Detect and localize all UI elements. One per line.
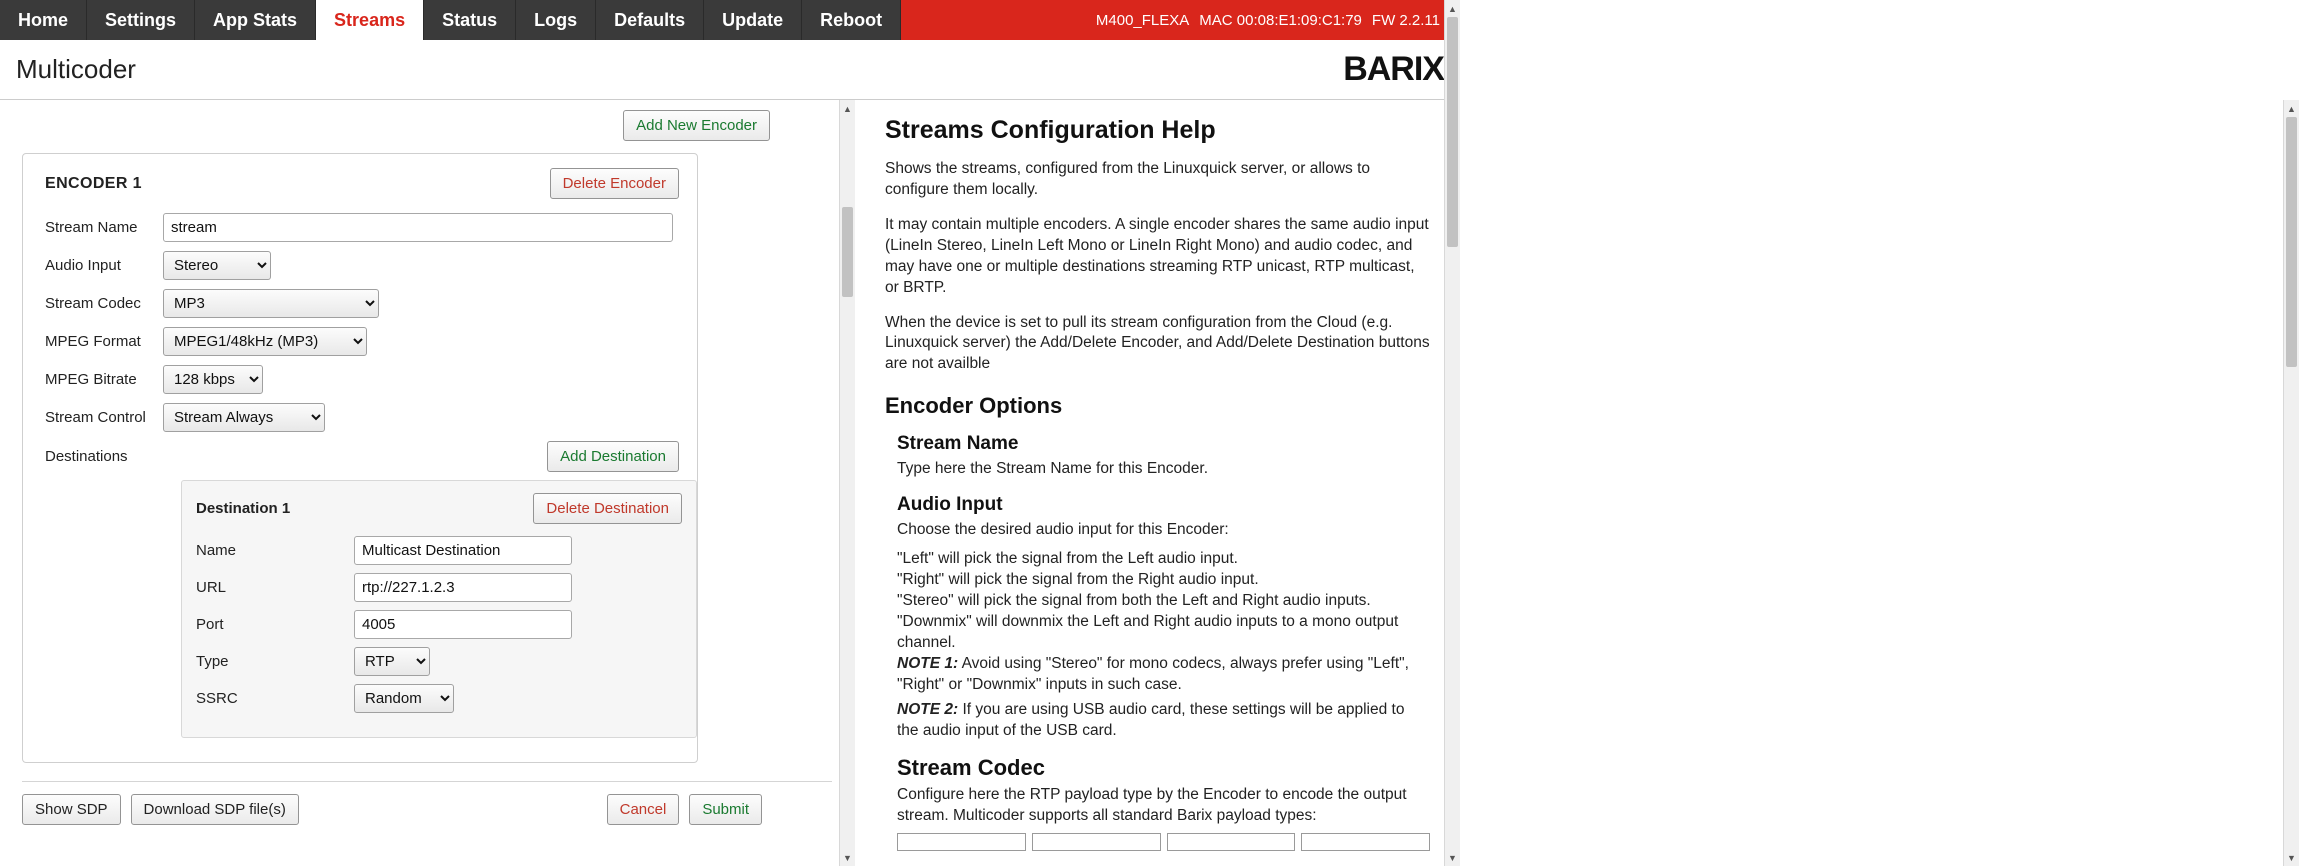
destination-name-row: [196, 536, 682, 565]
help-stream-codec-text: Configure here the RTP payload type by the Encoder to encode the output stream. Multicoder supports all standard Barix payload types:: [897, 786, 1407, 825]
codec-box-4: [1301, 833, 1430, 851]
device-mac: MAC 00:08:E1:09:C1:79: [1199, 11, 1362, 29]
stream-control-select[interactable]: [163, 403, 325, 432]
help-audio-input-heading: Audio Input: [897, 494, 1003, 516]
nav-item-settings[interactable]: Settings: [87, 0, 195, 40]
destination-url-label: URL: [196, 579, 227, 596]
codec-box-3: [1167, 833, 1296, 851]
stream-codec-row: [41, 289, 679, 318]
help-pane-scrollbar[interactable]: [2283, 100, 2299, 866]
destination-url-input[interactable]: [354, 573, 572, 602]
help-intro-1: Shows the streams, configured from the Linuxquick server, or allows to configure them locally.: [885, 160, 1371, 198]
footer-left-group: [22, 794, 299, 825]
footer-right-group: [607, 794, 762, 825]
nav-item-app-stats[interactable]: App Stats: [195, 0, 316, 40]
help-audio-line-right: "Right" will pick the signal from the Right audio input.: [897, 571, 1259, 589]
stream-control-label: Stream Control: [45, 409, 146, 426]
nav-item-streams[interactable]: Streams: [316, 0, 424, 40]
add-destination-button[interactable]: Add Destination: [547, 441, 679, 472]
stream-codec-select[interactable]: [163, 289, 379, 318]
help-scroll-track[interactable]: [2284, 117, 2299, 849]
left-pane-scrollbar[interactable]: [839, 100, 855, 866]
help-scroll-down-icon[interactable]: ▼: [2287, 852, 2296, 863]
footer-actions: [14, 782, 840, 825]
destination-name-input[interactable]: [354, 536, 572, 565]
destinations-label: Destinations: [45, 448, 128, 465]
help-intro-3: When the device is set to pull its stream configuration from the Cloud (e.g. Linuxquick server) the Add/Delete Encoder, and Add/Delete Destination buttons are not availble: [885, 313, 1430, 373]
cancel-button[interactable]: Cancel: [607, 794, 680, 825]
encoder-header: [41, 168, 679, 199]
stream-codec-label: Stream Codec: [45, 295, 141, 312]
mpeg-bitrate-row: [41, 365, 679, 394]
help-audio-input-text: Choose the desired audio input for this Encoder:: [897, 521, 1229, 539]
mpeg-format-label: MPEG Format: [45, 333, 141, 350]
audio-input-select[interactable]: [163, 251, 271, 280]
destination-port-label: Port: [196, 616, 224, 633]
add-new-encoder-button[interactable]: Add New Encoder: [623, 110, 770, 141]
nav-item-update[interactable]: Update: [704, 0, 802, 40]
top-navigation: [0, 0, 1460, 40]
stream-name-input[interactable]: [163, 213, 673, 242]
encoder-card: [22, 153, 698, 763]
help-audio-line-stereo: "Stereo" will pick the signal from both the Left and Right audio inputs.: [897, 591, 1371, 609]
streams-config-pane: [0, 100, 855, 866]
nav-item-status[interactable]: Status: [424, 0, 516, 40]
help-note-1-label: NOTE 1:: [897, 654, 959, 672]
device-firmware: FW 2.2.11: [1371, 11, 1440, 29]
submit-button[interactable]: Submit: [689, 794, 762, 825]
destination-type-select[interactable]: [354, 647, 430, 676]
stream-name-row: [41, 213, 679, 242]
destination-type-label: Type: [196, 653, 229, 670]
nav-item-reboot[interactable]: Reboot: [802, 0, 901, 40]
audio-input-row: [41, 251, 679, 280]
nav-item-logs[interactable]: Logs: [516, 0, 596, 40]
help-pane: [855, 100, 2296, 866]
delete-destination-button[interactable]: Delete Destination: [533, 493, 682, 524]
device-name: M400_FLEXA: [1095, 11, 1190, 29]
download-sdp-button[interactable]: Download SDP file(s): [131, 794, 299, 825]
help-note-1: [897, 654, 1430, 696]
help-audio-line-left: "Left" will pick the signal from the Left audio input.: [897, 550, 1238, 568]
mpeg-format-row: [41, 327, 679, 356]
destination-type-row: [196, 647, 682, 676]
page-title: Multicoder: [16, 54, 136, 84]
help-encoder-options-heading: Encoder Options: [885, 393, 1063, 419]
destination-url-row: [196, 573, 682, 602]
device-status-bar: [1086, 0, 1460, 40]
page-scroll-track[interactable]: [1445, 17, 1460, 849]
stream-name-label: Stream Name: [45, 219, 138, 236]
help-scroll-thumb[interactable]: [2286, 117, 2297, 367]
audio-input-label: Audio Input: [45, 257, 121, 274]
scroll-down-icon[interactable]: ▼: [843, 852, 852, 863]
nav-item-home[interactable]: Home: [0, 0, 87, 40]
destination-port-row: [196, 610, 682, 639]
destination-name-label: Name: [196, 542, 237, 559]
help-audio-input-lines: [897, 549, 1430, 654]
nav-item-defaults[interactable]: Defaults: [596, 0, 704, 40]
destination-ssrc-label: SSRC: [196, 690, 238, 707]
help-intro-2: It may contain multiple encoders. A single encoder shares the same audio input (LineIn Stereo, LineIn Left Mono or LineIn Right Mono) and audio codec, and may have one or multiple destinations streaming RTP unicast, RTP multicast, or BRTP.: [885, 215, 1429, 296]
destinations-row: [41, 441, 679, 472]
help-note-2-text: If you are using USB audio card, these settings will be applied to the audio input of the USB card.: [897, 700, 1405, 739]
page-scroll-down-icon[interactable]: ▼: [1448, 852, 1457, 863]
help-audio-line-downmix: "Downmix" will downmix the Left and Right audio inputs to a mono output channel.: [897, 612, 1399, 651]
help-stream-name-text: Type here the Stream Name for this Encoder.: [897, 460, 1209, 478]
codec-payload-boxes: [897, 833, 1430, 851]
left-scroll-track[interactable]: [840, 117, 855, 849]
help-scroll-up-icon[interactable]: ▲: [2287, 103, 2296, 114]
help-stream-name-heading: Stream Name: [897, 433, 1019, 455]
mpeg-bitrate-label: MPEG Bitrate: [45, 371, 137, 388]
add-encoder-row: [14, 110, 840, 141]
help-note-1-text: Avoid using "Stereo" for mono codecs, always prefer using "Left", "Right" or "Downmix" inputs in such case.: [897, 654, 1409, 693]
encoder-title: ENCODER 1: [45, 174, 142, 192]
help-note-2-label: NOTE 2:: [897, 700, 959, 718]
show-sdp-button[interactable]: Show SDP: [22, 794, 121, 825]
stream-control-row: [41, 403, 679, 432]
codec-box-2: [1032, 833, 1161, 851]
page-scrollbar[interactable]: [1444, 0, 1460, 866]
destination-title: Destination 1: [196, 500, 291, 517]
scroll-up-icon[interactable]: ▲: [843, 103, 852, 114]
body-wrapper: [0, 100, 2296, 866]
page-scroll-up-icon[interactable]: ▲: [1448, 3, 1457, 14]
destination-card: [181, 480, 697, 738]
help-title: Streams Configuration Help: [885, 116, 1216, 144]
destination-port-input[interactable]: [354, 610, 572, 639]
destination-ssrc-row: [196, 684, 682, 713]
delete-encoder-button[interactable]: Delete Encoder: [550, 168, 679, 199]
mpeg-bitrate-select[interactable]: [163, 365, 263, 394]
nav-spacer: [901, 0, 1086, 40]
left-scroll-thumb[interactable]: [842, 207, 853, 297]
mpeg-format-select[interactable]: [163, 327, 367, 356]
destination-ssrc-select[interactable]: [354, 684, 454, 713]
barix-logo: BARIX: [1343, 50, 1444, 88]
destination-header: [196, 493, 682, 524]
page-scroll-thumb[interactable]: [1447, 17, 1458, 247]
page-header: [0, 40, 1460, 100]
help-note-2: [897, 700, 1430, 742]
codec-box-1: [897, 833, 1026, 851]
help-stream-codec-heading: Stream Codec: [897, 755, 1045, 781]
